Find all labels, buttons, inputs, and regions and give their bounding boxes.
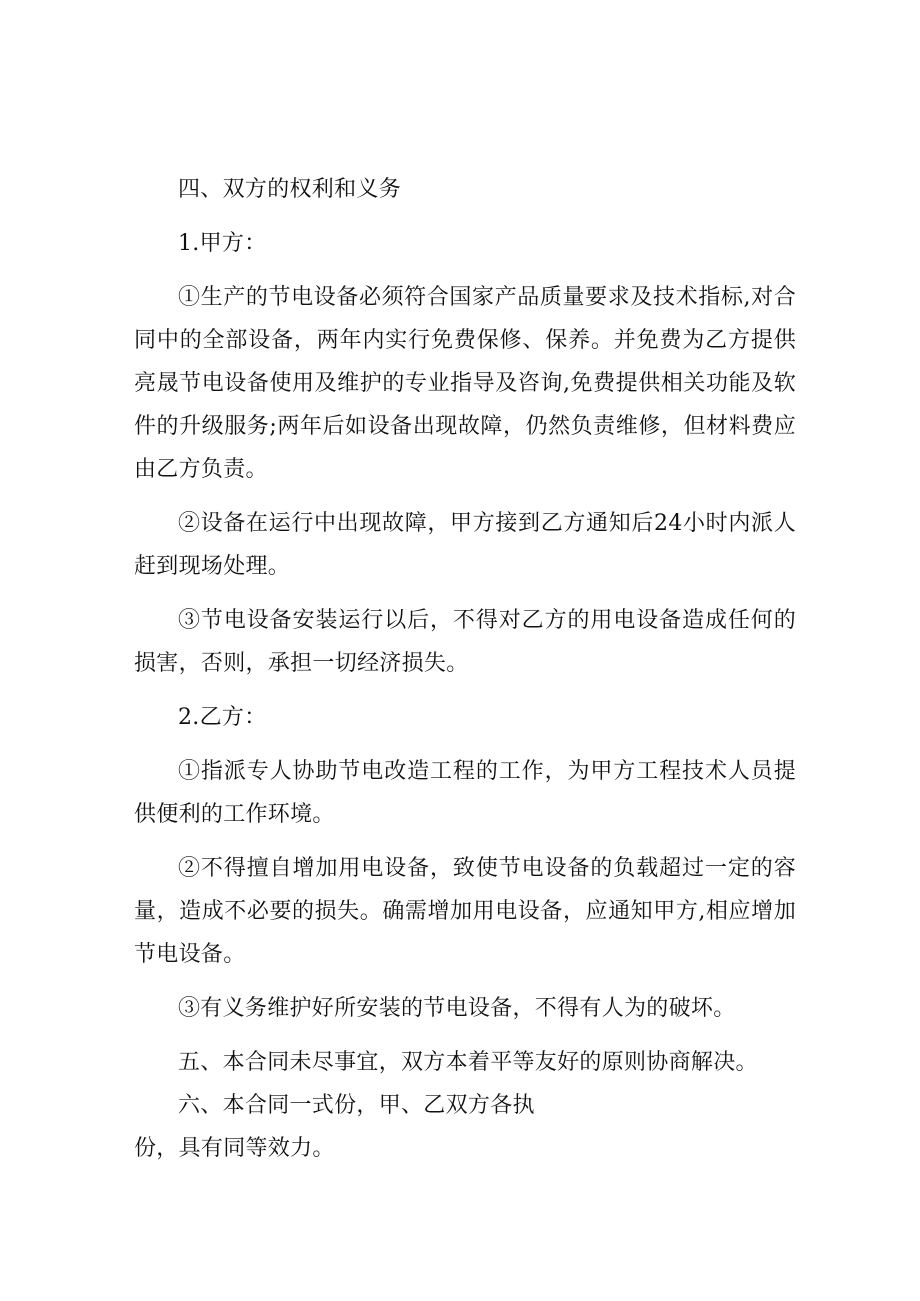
party-b-obligation-3: ③有义务维护好所安装的节电设备，不得有人为的破坏。 <box>178 996 736 1021</box>
party-a-obligation-2: ②设备在运行中出现故障，甲方接到乙方通知后24小时内派人赶到现场处理。 <box>134 511 796 579</box>
party-a-obligation-1: ①生产的节电设备必须符合国家产品质量要求及技术指标,对合同中的全部设备，两年内实行免费保修、保养。并免费为乙方提供亮晟节电设备使用及维护的专业指导及咨询,免费提供相关功能及软件的升级服务;两年后如设备出现故障，仍然负责维修，但材料费应由乙方负责。 <box>134 285 796 482</box>
party-b-obligation-2: ②不得擅自增加用电设备，致使节电设备的负载超过一定的容量，造成不必要的损失。确需增加用电设备，应通知甲方,相应增加节电设备。 <box>134 856 796 967</box>
section-6-clause-line-2: 份，具有同等效力。 <box>134 1136 335 1161</box>
party-b-obligation-1: ①指派专人协助节电改造工程的工作，为甲方工程技术人员提供便利的工作环境。 <box>134 759 796 827</box>
section-4-heading: 四、双方的权利和义务 <box>178 177 402 202</box>
section-6-clause-line-1: 六、本合同一式份，甲、乙双方各执 <box>178 1093 535 1118</box>
section-5-clause: 五、本合同未尽事宜，双方本着平等友好的原则协商解决。 <box>178 1050 758 1075</box>
party-a-heading: 1.甲方： <box>178 231 267 256</box>
party-b-heading: 2.乙方： <box>178 705 267 730</box>
contract-body <box>134 168 796 1170</box>
party-a-obligation-3: ③节电设备安装运行以后，不得对乙方的用电设备造成任何的损害，否则，承担一切经济损失。 <box>134 608 796 676</box>
